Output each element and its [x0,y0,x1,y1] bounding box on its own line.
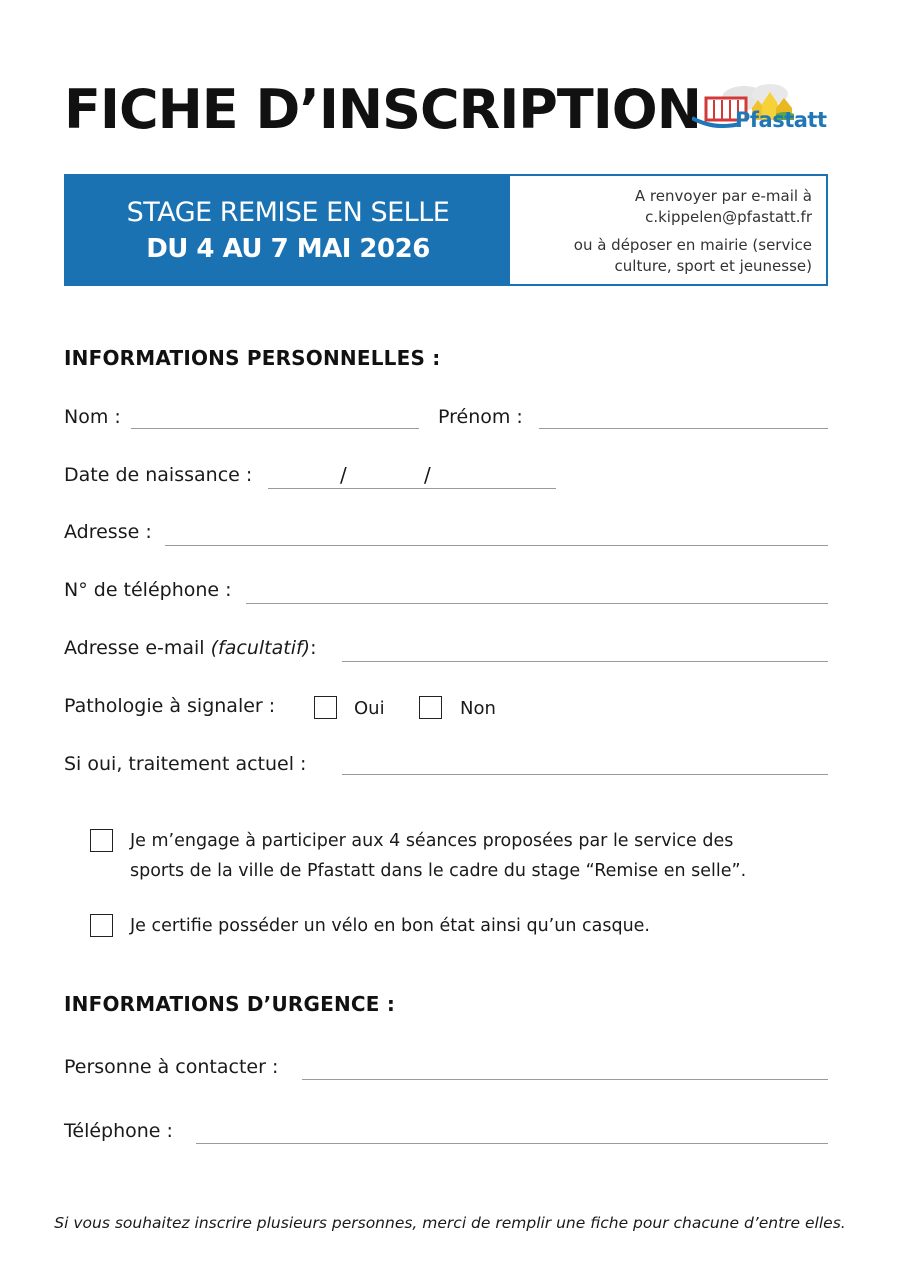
email-label-main: Adresse e-mail [64,637,211,659]
section-title-personal: INFORMATIONS PERSONNELLES : [64,346,441,370]
contact-field[interactable] [302,1079,828,1080]
engage-checkbox[interactable] [90,829,113,852]
pathology-yes-checkbox[interactable] [314,696,337,719]
address-label: Adresse : [64,521,152,543]
deposit-instruction-2: culture, sport et jeunesse) [614,257,812,275]
pathology-yes-label: Oui [354,698,385,719]
prenom-label: Prénom : [438,406,523,428]
emergency-phone-field[interactable] [196,1143,828,1144]
certify-text: Je certifie posséder un vélo en bon état ainsi qu’un casque. [130,916,650,936]
nom-field[interactable] [131,428,419,429]
event-banner [64,174,828,286]
pathology-no-checkbox[interactable] [419,696,442,719]
phone-label: N° de téléphone : [64,579,232,601]
birth-date-label: Date de naissance : [64,464,253,486]
email-label-optional: (facultatif) [210,637,311,659]
pathology-label: Pathologie à signaler : [64,695,276,717]
banner-instructions [510,176,826,284]
send-email: c.kippelen@pfastatt.fr [645,208,812,226]
send-instruction: A renvoyer par e-mail à [634,187,812,205]
birth-date-separator: / [424,463,431,487]
birth-date-separator: / [340,463,347,487]
email-field[interactable] [342,661,828,662]
pathology-no-label: Non [460,698,496,719]
engage-line-2: sports de la ville de Pfastatt dans le cadre du stage “Remise en selle”. [130,861,747,881]
engage-line-1: Je m’engage à participer aux 4 séances proposées par le service des [130,831,734,851]
logo-text: Pfastatt [735,108,827,132]
contact-label: Personne à contacter : [64,1056,279,1078]
certify-checkbox[interactable] [90,914,113,937]
email-label-colon: : [310,637,317,659]
footer-note: Si vous souhaitez inscrire plusieurs personnes, merci de remplir une fiche pour chacune d’entre elles. [54,1214,846,1232]
phone-field[interactable] [246,603,828,604]
banner-event-block [66,176,510,284]
event-dates: DU 4 AU 7 MAI 2026 [146,233,430,264]
birth-date-field[interactable] [268,488,556,489]
treatment-label: Si oui, traitement actuel : [64,753,307,775]
emergency-phone-label: Téléphone : [64,1120,173,1142]
prenom-field[interactable] [539,428,828,429]
nom-label: Nom : [64,406,121,428]
treatment-field[interactable] [342,774,828,775]
engage-text [130,826,746,886]
event-name: STAGE REMISE EN SELLE [126,196,450,228]
section-title-emergency: INFORMATIONS D’URGENCE : [64,992,396,1016]
deposit-instruction-1: ou à déposer en mairie (service [573,236,812,254]
email-label [64,637,316,659]
address-field[interactable] [165,545,828,546]
page-title: FICHE D’INSCRIPTION [64,78,701,141]
